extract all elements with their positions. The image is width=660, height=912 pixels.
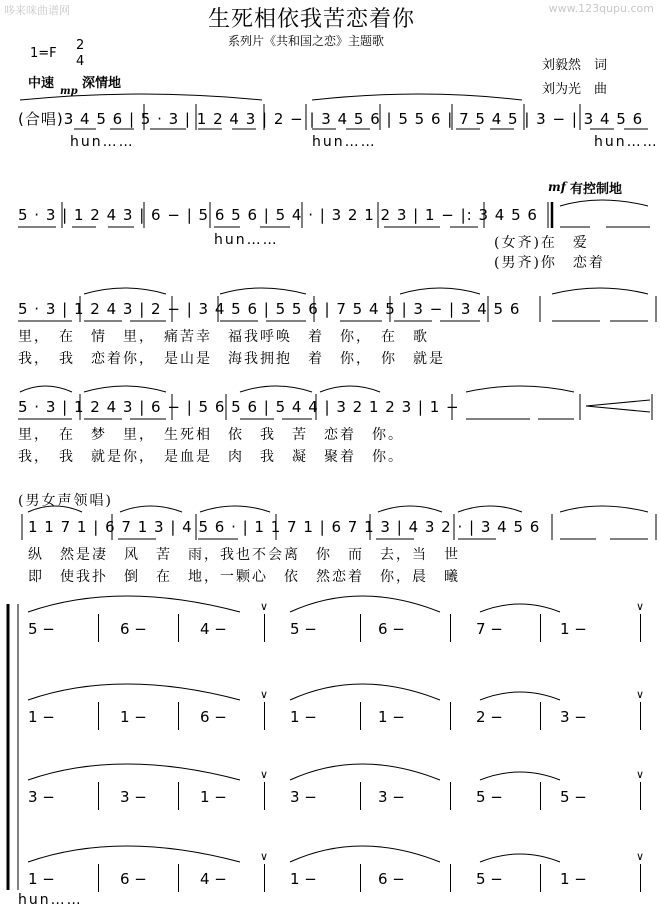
system-1-notes: (合唱)3 4 5 6 | 5 · 3 | 1 2 4 3 | 2 − | 3 4 5 6 | 5 5 6 | 7 5 4 5 | 3 − | 3 4 5 6 <box>18 110 644 128</box>
chorus-note: 5 − <box>560 788 587 806</box>
song-subtitle: 系列片《共和国之恋》主题歌 <box>228 34 385 48</box>
time-signature-bottom: 4 <box>76 54 85 69</box>
dynamic-mf: mf <box>548 180 566 194</box>
system-2-lyric-male: (男齐)你 恋着 <box>494 255 605 271</box>
expression-marking: 深情地 <box>82 76 122 91</box>
breath-mark: ∨ <box>260 850 269 863</box>
soloist-label: (男女声领唱) <box>18 493 113 509</box>
time-signature-top: 2 <box>76 38 85 53</box>
chorus-note: 5 − <box>28 620 55 638</box>
chorus-note: 2 − <box>476 708 503 726</box>
chorus-note: 5 − <box>476 788 503 806</box>
chorus-hum: hun…… <box>18 892 83 908</box>
chorus-note: 3 − <box>378 788 405 806</box>
system-1-hum-3: hun…… <box>594 134 659 150</box>
system-2-lyric-female: (女齐)在 爱 <box>494 235 589 251</box>
system-5-notes: 1 1 7 1 | 6 7 1 3 | 4 5 6 · | 1 1 7 1 | 6 7 1 3 | 4 3 2 · | 3 4 5 6 <box>28 518 541 536</box>
system-1-hum-2: hun…… <box>312 134 377 150</box>
chorus-note: 4 − <box>200 870 227 888</box>
system-4-lyric-2: 我， 我 就是你， 是血是 肉 我 凝 聚着 你。 <box>18 449 404 465</box>
chorus-note: 1 − <box>120 708 147 726</box>
dynamic-mp: mp <box>60 86 78 97</box>
chorus-note: 1 − <box>200 788 227 806</box>
system-4-lyric-1: 里， 在 梦 里， 生死相 依 我 苦 恋着 你。 <box>18 427 404 443</box>
chorus-note: 3 − <box>290 788 317 806</box>
system-3-lyric-1: 里， 在 情 里， 痛苦幸 福我呼唤 着 你， 在 歌 <box>18 329 429 345</box>
system-1-hum-1: hun…… <box>70 134 135 150</box>
chorus-note: 3 − <box>120 788 147 806</box>
chorus-note: 5 − <box>476 870 503 888</box>
breath-mark: ∨ <box>636 850 645 863</box>
tempo-marking: 中速 <box>28 76 55 91</box>
chorus-note: 6 − <box>120 620 147 638</box>
system-5-lyric-2: 即 使我扑 倒 在 地，一颗心 依 然恋着 你，晨 曦 <box>28 569 460 585</box>
chorus-note: 1 − <box>28 870 55 888</box>
chorus-note: 6 − <box>378 870 405 888</box>
system-5-lyric-1: 纵 然是凄 风 苦 雨，我也不会离 你 而 去，当 世 <box>28 547 460 563</box>
chorus-note: 5 − <box>290 620 317 638</box>
breath-mark: ∨ <box>636 688 645 701</box>
chorus-note: 1 − <box>28 708 55 726</box>
chorus-note: 4 − <box>200 620 227 638</box>
breath-mark: ∨ <box>636 600 645 613</box>
song-title: 生死相依我苦恋着你 <box>208 7 416 32</box>
watermark-right: www.123qupu.com <box>548 2 654 15</box>
chorus-note: 6 − <box>378 620 405 638</box>
key-signature: 1=F <box>30 46 57 61</box>
system-3-notes: 5 · 3 | 1 2 4 3 | 2 − | 3 4 5 6 | 5 5 6 | 7 5 4 5 | 3 − | 3 4 5 6 <box>18 300 521 318</box>
breath-mark: ∨ <box>260 600 269 613</box>
chorus-note: 3 − <box>560 708 587 726</box>
system-3-lyric-2: 我， 我 恋着你， 是山是 海我拥抱 着 你， 你 就是 <box>18 351 445 367</box>
chorus-note: 1 − <box>560 620 587 638</box>
breath-mark: ∨ <box>636 768 645 781</box>
watermark-left: 哆来咪曲谱网 <box>4 4 70 17</box>
direction-controlled: 有控制地 <box>570 182 623 197</box>
chorus-note: 1 − <box>290 870 317 888</box>
breath-mark: ∨ <box>260 688 269 701</box>
chorus-note: 3 − <box>28 788 55 806</box>
breath-mark: ∨ <box>260 768 269 781</box>
chorus-note: 6 − <box>200 708 227 726</box>
chorus-note: 1 − <box>290 708 317 726</box>
chorus-note: 7 − <box>476 620 503 638</box>
lyricist: 刘毅然 词 <box>542 58 608 73</box>
system-2-notes: 5 · 3 | 1 2 4 3 | 6 − | 5 6 5 6 | 5 4 · | 3 2 1 2 3 | 1 − |: 3 4 5 6 <box>18 206 538 224</box>
composer: 刘为光 曲 <box>542 82 608 97</box>
chorus-note: 6 − <box>120 870 147 888</box>
system-2-hum: hun…… <box>214 232 279 248</box>
chorus-note: 1 − <box>378 708 405 726</box>
system-4-notes: 5 · 3 | 1 2 4 3 | 6 − | 5 6 5 6 | 5 4 4 | 3 2 1 2 3 | 1 − <box>18 398 460 416</box>
chorus-note: 1 − <box>560 870 587 888</box>
